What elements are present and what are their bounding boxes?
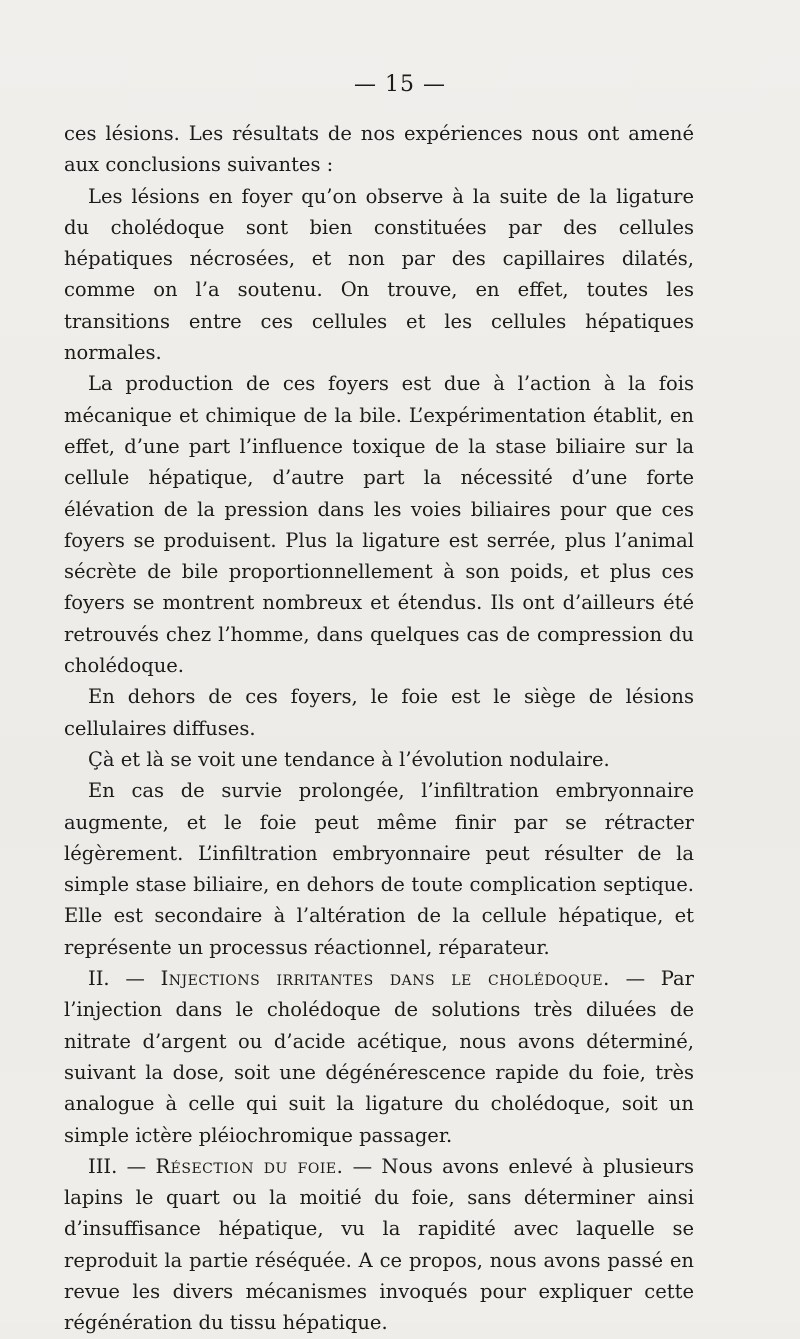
section-3-paragraph (64, 1151, 694, 1339)
paragraph-6: En cas de survie prolongée, l’infiltration embryonnaire augmente, et le foie peut même finir par se rétracter légèrement. L’infiltration embryonnaire peut résulter de la simple stase biliaire, en dehors de toute complication septique. Elle est secondaire à l’altération de la cellule hépatique, et représente un processus réactionnel, réparateur. (64, 779, 694, 959)
paragraph-4: En dehors de ces foyers, le foie est le siège de lésions cellulaires diffuses. (64, 685, 694, 740)
section-2-paragraph (64, 963, 694, 1151)
section-3-heading: Résection du foie. (155, 1154, 344, 1178)
paragraph-1: ces lésions. Les résultats de nos expériences nous ont amené aux conclusions suivantes : (64, 122, 694, 177)
paragraph-3: La production de ces foyers est due à l’action à la fois mécanique et chimique de la bile. L’expérimentation établit, en effet, d’une part l’influence toxique de la stase biliaire sur la cellule hépatique, d’autre part la nécessité d’une forte élévation de la pression dans les voies biliaires pour que ces foyers se produisent. Plus la ligature est serrée, plus l’animal sécrète de bile proportionnellement à son poids, et plus ces foyers se montrent nombreux et étendus. Ils ont d’ailleurs été retrouvés chez l’homme, dans quelques cas de compression du cholédoque. (64, 372, 694, 678)
paragraph-2: Les lésions en foyer qu’on observe à la suite de la ligature du cholédoque sont bien constituées par des cellules hépatiques nécrosées, et non par des capillaires dilatés, comme on l’a soutenu. On trouve, en effet, toutes les transitions entre ces cellules et les cellules hépatiques normales. (64, 184, 694, 365)
page-number: — 15 — (354, 72, 446, 97)
section-2-text: — Par l’injection dans le cholédoque de solutions très diluées de nitrate d’argent ou d’acide acétique, nous avons déterminé, suivant la dose, soit une dégénérescence rapide du foie, très analogue à celle qui suit la ligature du cholédoque, soit un simple ictère pléiochromique passager. (64, 967, 694, 1147)
section-2-numeral: II. — (88, 967, 145, 991)
section-3-text: — Nous avons enlevé à plusieurs lapins le quart ou la moitié du foie, sans déterminer ainsi d’insuffisance hépatique, vu la rapidité avec laquelle se reproduit la partie réséquée. A ce propos, nous avons passé en revue les divers mécanismes invoqués pour expliquer cette régénération du tissu hépatique. (64, 1154, 694, 1335)
paragraph-5: Çà et là se voit une tendance à l’évolution nodulaire. (88, 747, 610, 771)
body-text (64, 118, 694, 1339)
section-3-numeral: III. — (88, 1154, 147, 1178)
section-2-heading: Injections irritantes dans le cholédoque. (160, 967, 610, 991)
